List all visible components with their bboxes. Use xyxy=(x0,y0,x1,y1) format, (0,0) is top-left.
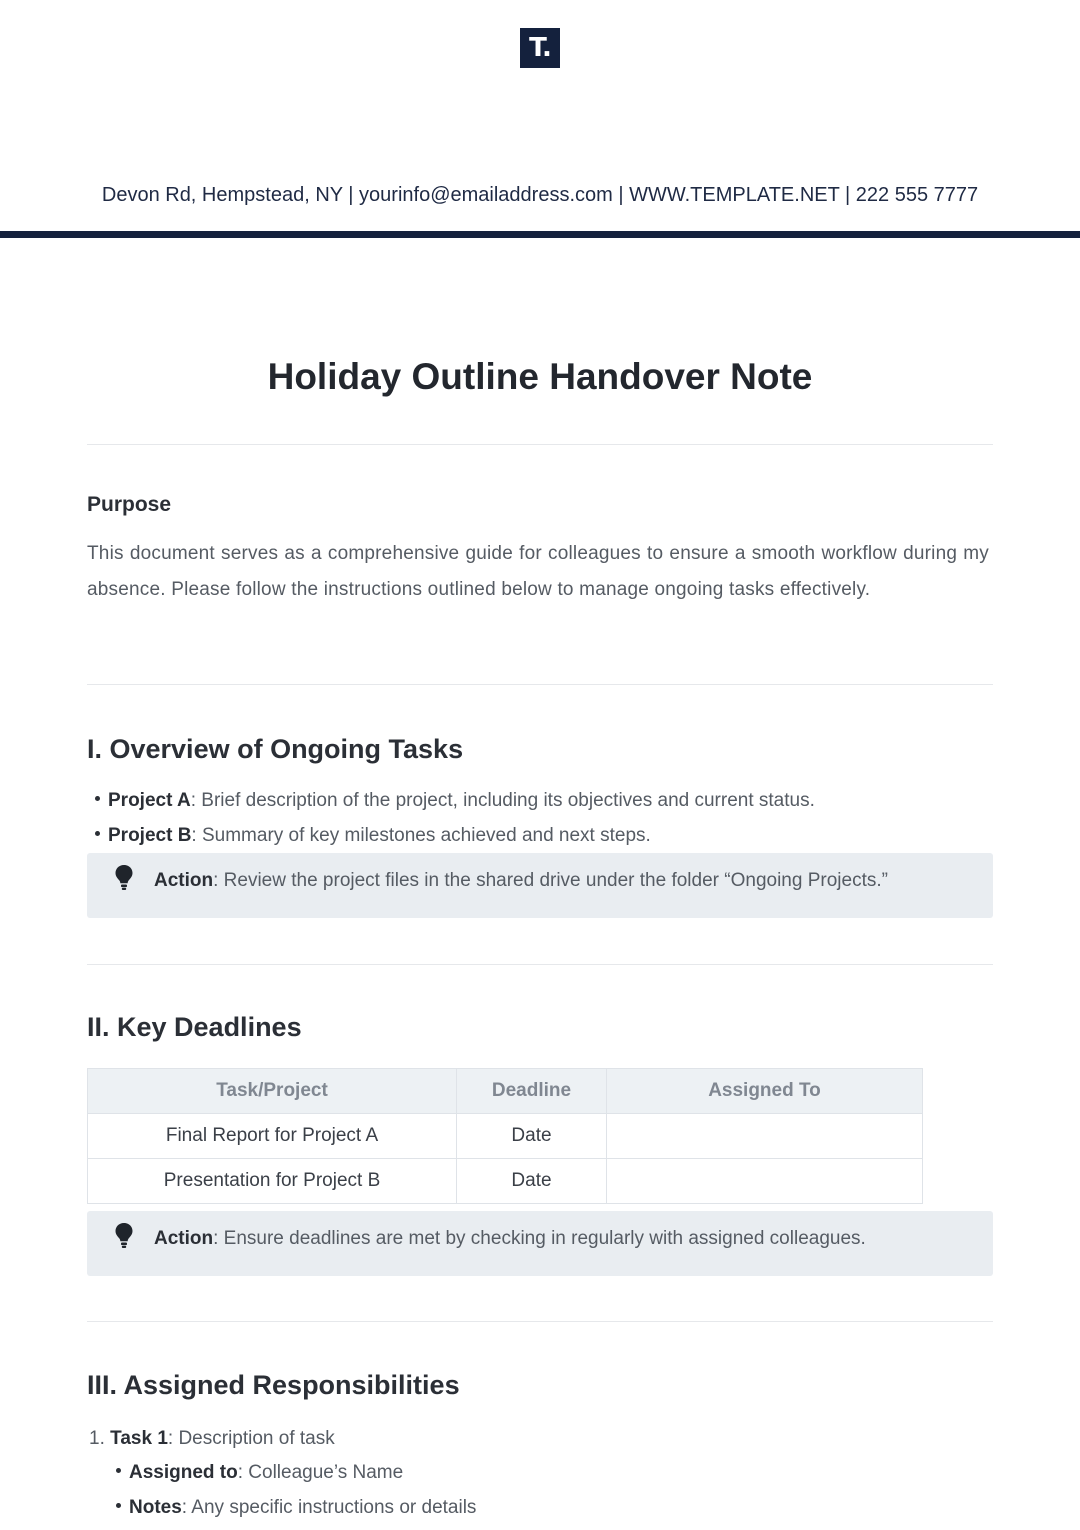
bullet-label: Notes xyxy=(129,1497,182,1518)
list-item xyxy=(95,790,815,812)
list-item xyxy=(116,1497,476,1519)
bullet-text: : Brief description of the project, including its objectives and current status. xyxy=(190,790,815,811)
table-cell: Final Report for Project A xyxy=(88,1114,457,1159)
bullet-label: Project A xyxy=(108,790,191,811)
deadlines-table xyxy=(87,1068,923,1204)
section-divider xyxy=(87,444,993,445)
callout-text xyxy=(154,870,888,892)
bullet-text: : Any specific instructions or details xyxy=(181,1497,477,1518)
callout-body: : Ensure deadlines are met by checking in regularly with assigned colleagues. xyxy=(213,1228,866,1249)
lightbulb-icon xyxy=(114,1222,134,1250)
section-heading-deadlines: II. Key Deadlines xyxy=(87,1012,302,1042)
action-callout xyxy=(87,853,993,918)
list-item xyxy=(89,1428,335,1450)
callout-text xyxy=(154,1228,866,1250)
purpose-heading: Purpose xyxy=(87,493,172,516)
section-divider xyxy=(87,964,993,965)
bullet-text: : Colleague’s Name xyxy=(237,1462,404,1483)
section-heading-overview: I. Overview of Ongoing Tasks xyxy=(87,734,464,764)
column-header: Assigned To xyxy=(607,1069,923,1114)
purpose-text: This document serves as a comprehensive guide for colleagues to ensure a smooth workflow during my absence. Please follow the instructions outlined below to manage ongoing tasks effectively. xyxy=(87,543,989,600)
bullet-label: Assigned to xyxy=(129,1462,238,1483)
callout-body: : Review the project files in the shared drive under the folder “Ongoing Projects.” xyxy=(213,870,888,891)
section-divider xyxy=(87,684,993,685)
table-header-row xyxy=(88,1069,923,1114)
column-header: Deadline xyxy=(457,1069,607,1114)
table-cell xyxy=(607,1114,923,1159)
section-divider xyxy=(87,1321,993,1322)
list-item xyxy=(116,1462,403,1484)
section-heading-responsibilities: III. Assigned Responsibilities xyxy=(87,1370,460,1400)
table-cell: Date xyxy=(457,1159,607,1204)
page-title: Holiday Outline Handover Note xyxy=(267,356,813,397)
bullet-label: Project B xyxy=(108,825,192,846)
table-cell xyxy=(607,1159,923,1204)
callout-label: Action xyxy=(154,1228,214,1249)
header-divider xyxy=(0,231,1080,238)
action-callout xyxy=(87,1211,993,1276)
bullet-text: : Summary of key milestones achieved and next steps. xyxy=(191,825,651,846)
item-label: Task 1 xyxy=(110,1428,168,1449)
lightbulb-icon xyxy=(114,864,134,892)
list-item xyxy=(95,825,651,847)
table-cell: Date xyxy=(457,1114,607,1159)
table-row xyxy=(88,1114,923,1159)
table-cell: Presentation for Project B xyxy=(88,1159,457,1204)
callout-label: Action xyxy=(154,870,214,891)
company-logo: T. xyxy=(520,28,560,68)
bullet-icon xyxy=(95,831,100,836)
bullet-icon xyxy=(116,1503,121,1508)
contact-line: Devon Rd, Hempstead, NY | yourinfo@emailaddress.com | WWW.TEMPLATE.NET | 222 555 7777 xyxy=(101,184,979,206)
item-number: 1. xyxy=(89,1428,105,1449)
bullet-icon xyxy=(95,796,100,801)
table-row xyxy=(88,1159,923,1204)
bullet-icon xyxy=(116,1468,121,1473)
column-header: Task/Project xyxy=(88,1069,457,1114)
item-text: : Description of task xyxy=(167,1428,335,1449)
